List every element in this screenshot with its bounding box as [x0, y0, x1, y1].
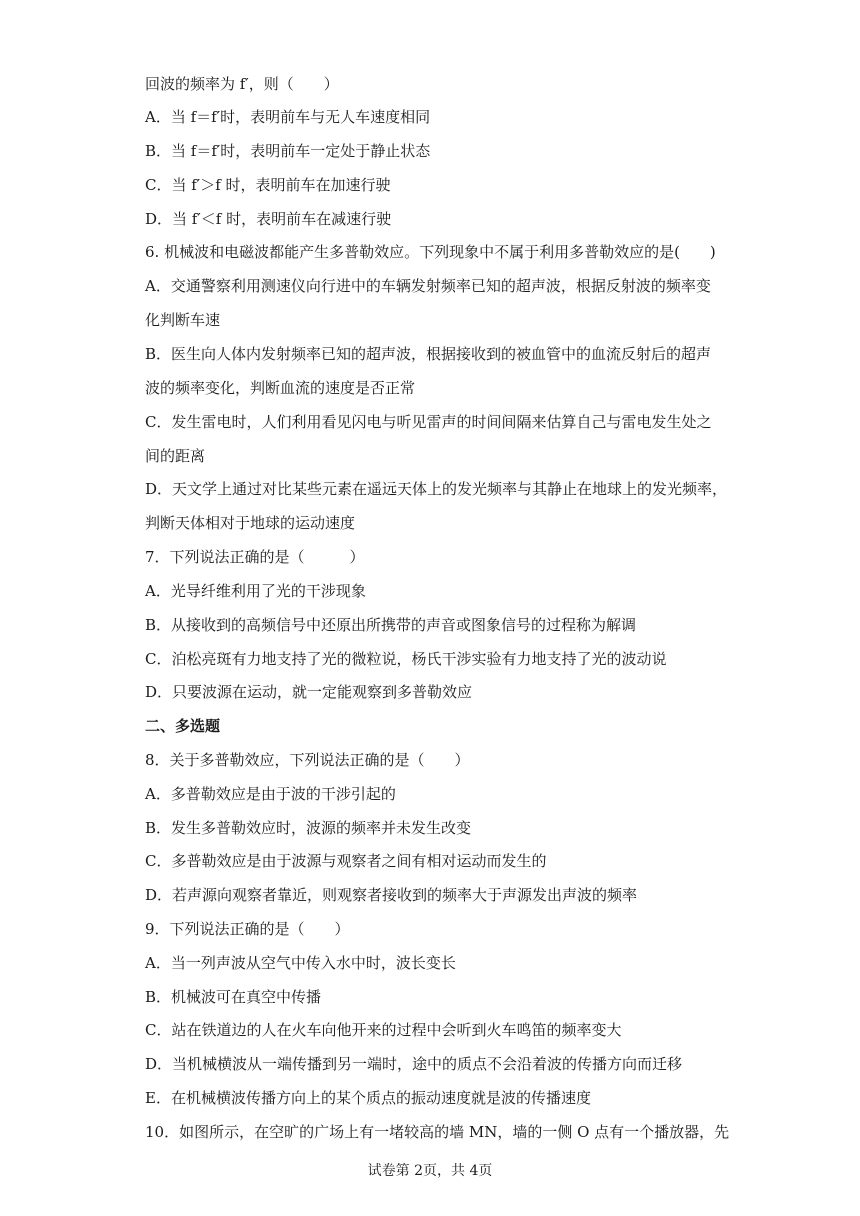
text-line: E．在机械横波传播方向上的某个质点的振动速度就是波的传播速度	[145, 1089, 591, 1107]
text-line: B．医生向人体内发射频率已知的超声波，根据接收到的被血管中的血流反射后的超声	[145, 345, 712, 363]
question-7: 7．下列说法正确的是（ ）	[145, 548, 365, 566]
text-line: C．站在铁道边的人在火车向他开来的过程中会听到火车鸣笛的频率变大	[145, 1021, 622, 1039]
text-line: 判断天体相对于地球的运动速度	[145, 514, 356, 532]
section-heading: 二、多选题	[145, 717, 221, 735]
question-6: 6. 机械波和电磁波都能产生多普勒效应。下列现象中不属于利用多普勒效应的是( )	[145, 243, 716, 261]
text-line: C．泊松亮斑有力地支持了光的微粒说，杨氏干涉实验有力地支持了光的波动说	[145, 650, 667, 668]
question-8: 8．关于多普勒效应，下列说法正确的是（ ）	[145, 751, 470, 769]
text-line: D．天文学上通过对比某些元素在遥远天体上的发光频率与其静止在地球上的发光频率，	[145, 480, 728, 498]
text-line: C．当 f′＞f 时，表明前车在加速行驶	[145, 176, 391, 194]
text-line: A．当 f＝f′时，表明前车与无人车速度相同	[145, 108, 431, 126]
text-line: 化判断车速	[145, 311, 221, 329]
text-line: D．若声源向观察者靠近，则观察者接收到的频率大于声源发出声波的频率	[145, 886, 638, 904]
text-line: D．当机械横波从一端传播到另一端时，途中的质点不会沿着波的传播方向而迁移	[145, 1055, 683, 1073]
text-line: B．发生多普勒效应时，波源的频率并未发生改变	[145, 819, 472, 837]
text-line: B．机械波可在真空中传播	[145, 988, 322, 1006]
text-line: 波的频率变化，判断血流的速度是否正常	[145, 379, 416, 397]
text-line: D．当 f′＜f 时，表明前车在减速行驶	[145, 210, 392, 228]
text-line: A．光导纤维利用了光的干涉现象	[145, 582, 366, 600]
text-line: 回波的频率为 f′，则（ ）	[145, 75, 339, 93]
text-line: A．交通警察利用测速仪向行进中的车辆发射频率已知的超声波，根据反射波的频率变	[145, 277, 711, 295]
text-line: D．只要波源在运动，就一定能观察到多普勒效应	[145, 683, 473, 701]
text-line: A．多普勒效应是由于波的干涉引起的	[145, 785, 396, 803]
page-footer: 试卷第 2页，共 4页	[367, 1163, 493, 1179]
question-9: 9．下列说法正确的是（ ）	[145, 920, 350, 938]
text-line: B．从接收到的高频信号中还原出所携带的声音或图象信号的过程称为解调	[145, 616, 637, 634]
text-line: A．当一列声波从空气中传入水中时，波长变长	[145, 954, 456, 972]
question-10: 10．如图所示，在空旷的广场上有一堵较高的墙 MN，墙的一侧 O 点有一个播放器，先	[145, 1123, 730, 1141]
text-line: 间的距离	[145, 447, 206, 465]
text-line: C．多普勒效应是由于波源与观察者之间有相对运动而发生的	[145, 852, 547, 870]
text-line: C．发生雷电时，人们利用看见闪电与听见雷声的时间间隔来估算自己与雷电发生处之	[145, 413, 712, 431]
text-line: B．当 f＝f′时，表明前车一定处于静止状态	[145, 142, 431, 160]
